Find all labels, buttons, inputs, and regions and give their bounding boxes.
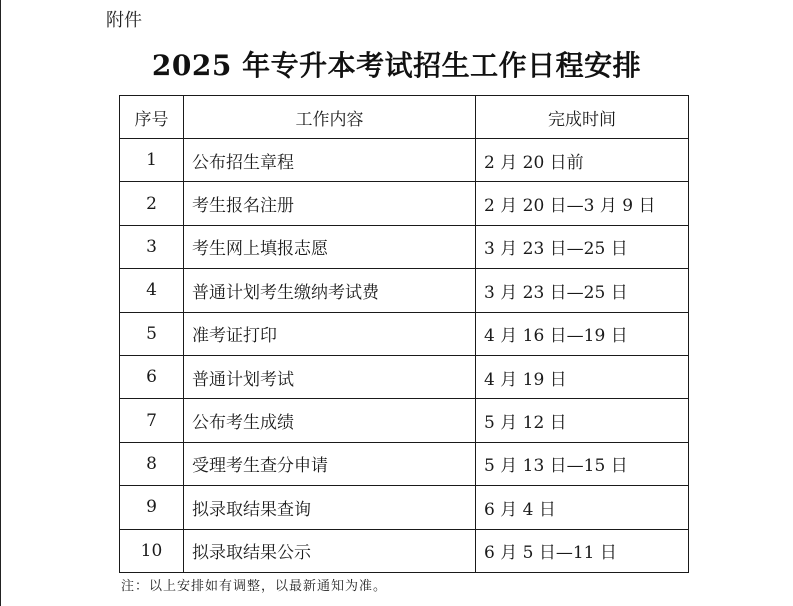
table-row bbox=[120, 225, 689, 268]
row-content: 拟录取结果查询 bbox=[184, 486, 476, 529]
table-row bbox=[120, 355, 689, 398]
header-time: 完成时间 bbox=[476, 96, 689, 139]
table-row bbox=[120, 529, 689, 572]
row-time: 5 月 13 日—15 日 bbox=[476, 442, 689, 485]
row-seq: 6 bbox=[120, 355, 184, 398]
row-seq: 9 bbox=[120, 486, 184, 529]
row-content: 普通计划考试 bbox=[184, 355, 476, 398]
row-time: 3 月 23 日—25 日 bbox=[476, 269, 689, 312]
row-content: 考生报名注册 bbox=[184, 182, 476, 225]
schedule-table bbox=[119, 95, 689, 573]
table-row bbox=[120, 312, 689, 355]
header-seq: 序号 bbox=[120, 96, 184, 139]
row-seq: 10 bbox=[120, 529, 184, 572]
table-header-row bbox=[120, 96, 689, 139]
row-content: 拟录取结果公示 bbox=[184, 529, 476, 572]
attachment-label: 附件 bbox=[106, 10, 142, 31]
table-row bbox=[120, 486, 689, 529]
table-header bbox=[120, 96, 689, 139]
row-content: 公布招生章程 bbox=[184, 139, 476, 182]
page-left-border bbox=[0, 0, 1, 606]
table-row bbox=[120, 399, 689, 442]
row-time: 3 月 23 日—25 日 bbox=[476, 225, 689, 268]
footnote: 注：以上安排如有调整，以最新通知为准。 bbox=[121, 579, 388, 594]
row-content: 普通计划考生缴纳考试费 bbox=[184, 269, 476, 312]
row-content: 受理考生查分申请 bbox=[184, 442, 476, 485]
row-time: 6 月 5 日—11 日 bbox=[476, 529, 689, 572]
document-title: 2025 年专升本考试招生工作日程安排 bbox=[151, 49, 642, 82]
table-body bbox=[120, 139, 689, 573]
row-time: 2 月 20 日—3 月 9 日 bbox=[476, 182, 689, 225]
row-time: 4 月 16 日—19 日 bbox=[476, 312, 689, 355]
row-time: 2 月 20 日前 bbox=[476, 139, 689, 182]
row-time: 5 月 12 日 bbox=[476, 399, 689, 442]
row-seq: 2 bbox=[120, 182, 184, 225]
table-row bbox=[120, 182, 689, 225]
row-seq: 8 bbox=[120, 442, 184, 485]
row-content: 公布考生成绩 bbox=[184, 399, 476, 442]
row-content: 准考证打印 bbox=[184, 312, 476, 355]
row-seq: 3 bbox=[120, 225, 184, 268]
row-seq: 5 bbox=[120, 312, 184, 355]
row-time: 4 月 19 日 bbox=[476, 355, 689, 398]
row-seq: 4 bbox=[120, 269, 184, 312]
row-time: 6 月 4 日 bbox=[476, 486, 689, 529]
row-content: 考生网上填报志愿 bbox=[184, 225, 476, 268]
table-row bbox=[120, 442, 689, 485]
table-row bbox=[120, 139, 689, 182]
row-seq: 7 bbox=[120, 399, 184, 442]
row-seq: 1 bbox=[120, 139, 184, 182]
header-content: 工作内容 bbox=[184, 96, 476, 139]
table-row bbox=[120, 269, 689, 312]
